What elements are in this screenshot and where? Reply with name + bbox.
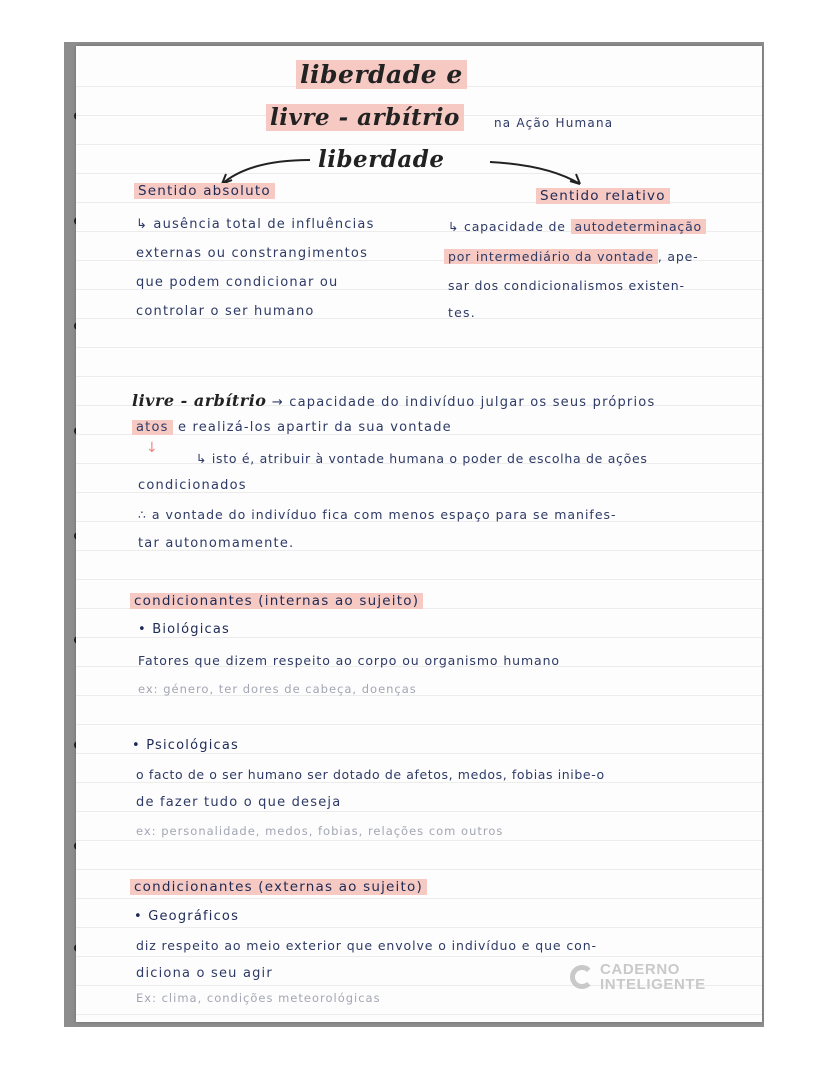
psicologicas-line2: de fazer tudo o que deseja xyxy=(136,795,342,810)
condicionantes-internas-heading: condicionantes (internas ao sujeito) xyxy=(130,593,423,609)
absoluto-line: ↳ ausência total de influências xyxy=(136,217,375,232)
relativo-line4: tes. xyxy=(448,305,476,320)
livre-arbitrio-line5: ∴ a vontade do indivíduo fica com menos espaço para se manifes- xyxy=(138,507,617,522)
psicologicas-line1: o facto de o ser humano ser dotado de afetos, medos, fobias inibe-o xyxy=(136,767,605,782)
absoluto-line: controlar o ser humano xyxy=(136,304,315,319)
biologicas-text: Fatores que dizem respeito ao corpo ou organismo humano xyxy=(138,653,560,668)
caderno-inteligente-logo xyxy=(570,962,706,992)
psicologicas-label: • Psicológicas xyxy=(132,738,240,753)
down-arrow-icon: ↓ xyxy=(146,440,159,456)
caderno-inteligente-logo-icon xyxy=(570,965,594,989)
title-suffix: na Ação Humana xyxy=(494,116,614,130)
relativo-line1: ↳ capacidade de autodeterminação xyxy=(448,219,706,234)
condicionantes-externas-heading: condicionantes (externas ao sujeito) xyxy=(130,879,427,895)
livre-arbitrio-line6: tar autonomamente. xyxy=(138,536,295,551)
absoluto-line: externas ou constrangimentos xyxy=(136,246,369,261)
liberdade-heading: liberdade xyxy=(318,146,445,173)
geograficos-example: Ex: clima, condições meteorológicas xyxy=(136,991,381,1005)
watermark-line2: INTELIGENTE xyxy=(600,976,706,993)
branch-arrows-icon xyxy=(200,150,800,210)
geograficos-line2: diciona o seu agir xyxy=(136,966,273,981)
title-line2: livre - arbítrio xyxy=(266,104,464,131)
biologicas-example: ex: género, ter dores de cabeça, doenças xyxy=(138,682,417,696)
title-line1: liberdade e xyxy=(296,60,467,89)
sentido-absoluto-label: Sentido absoluto xyxy=(134,183,275,199)
livre-arbitrio-line2: atos e realizá-los apartir da sua vontade xyxy=(132,420,452,435)
geograficos-label: • Geográficos xyxy=(134,909,240,924)
biologicas-label: • Biológicas xyxy=(138,622,231,637)
psicologicas-example: ex: personalidade, medos, fobias, relações com outros xyxy=(136,824,504,838)
absoluto-line: que podem condicionar ou xyxy=(136,275,339,290)
livre-arbitrio-line1: livre - arbítrio → capacidade do indivíduo julgar os seus próprios xyxy=(132,391,656,410)
watermark-line1: CADERNO xyxy=(600,961,681,978)
geograficos-line1: diz respeito ao meio exterior que envolve o indivíduo e que con- xyxy=(136,938,597,953)
relativo-line3: sar dos condicionalismos existen- xyxy=(448,278,685,293)
livre-arbitrio-line4: condicionados xyxy=(138,478,247,493)
relativo-line2: por intermediário da vontade , ape- xyxy=(444,249,698,264)
sentido-relativo-label: Sentido relativo xyxy=(536,188,670,204)
livre-arbitrio-line3: ↳ isto é, atribuir à vontade humana o poder de escolha de ações xyxy=(196,451,648,466)
